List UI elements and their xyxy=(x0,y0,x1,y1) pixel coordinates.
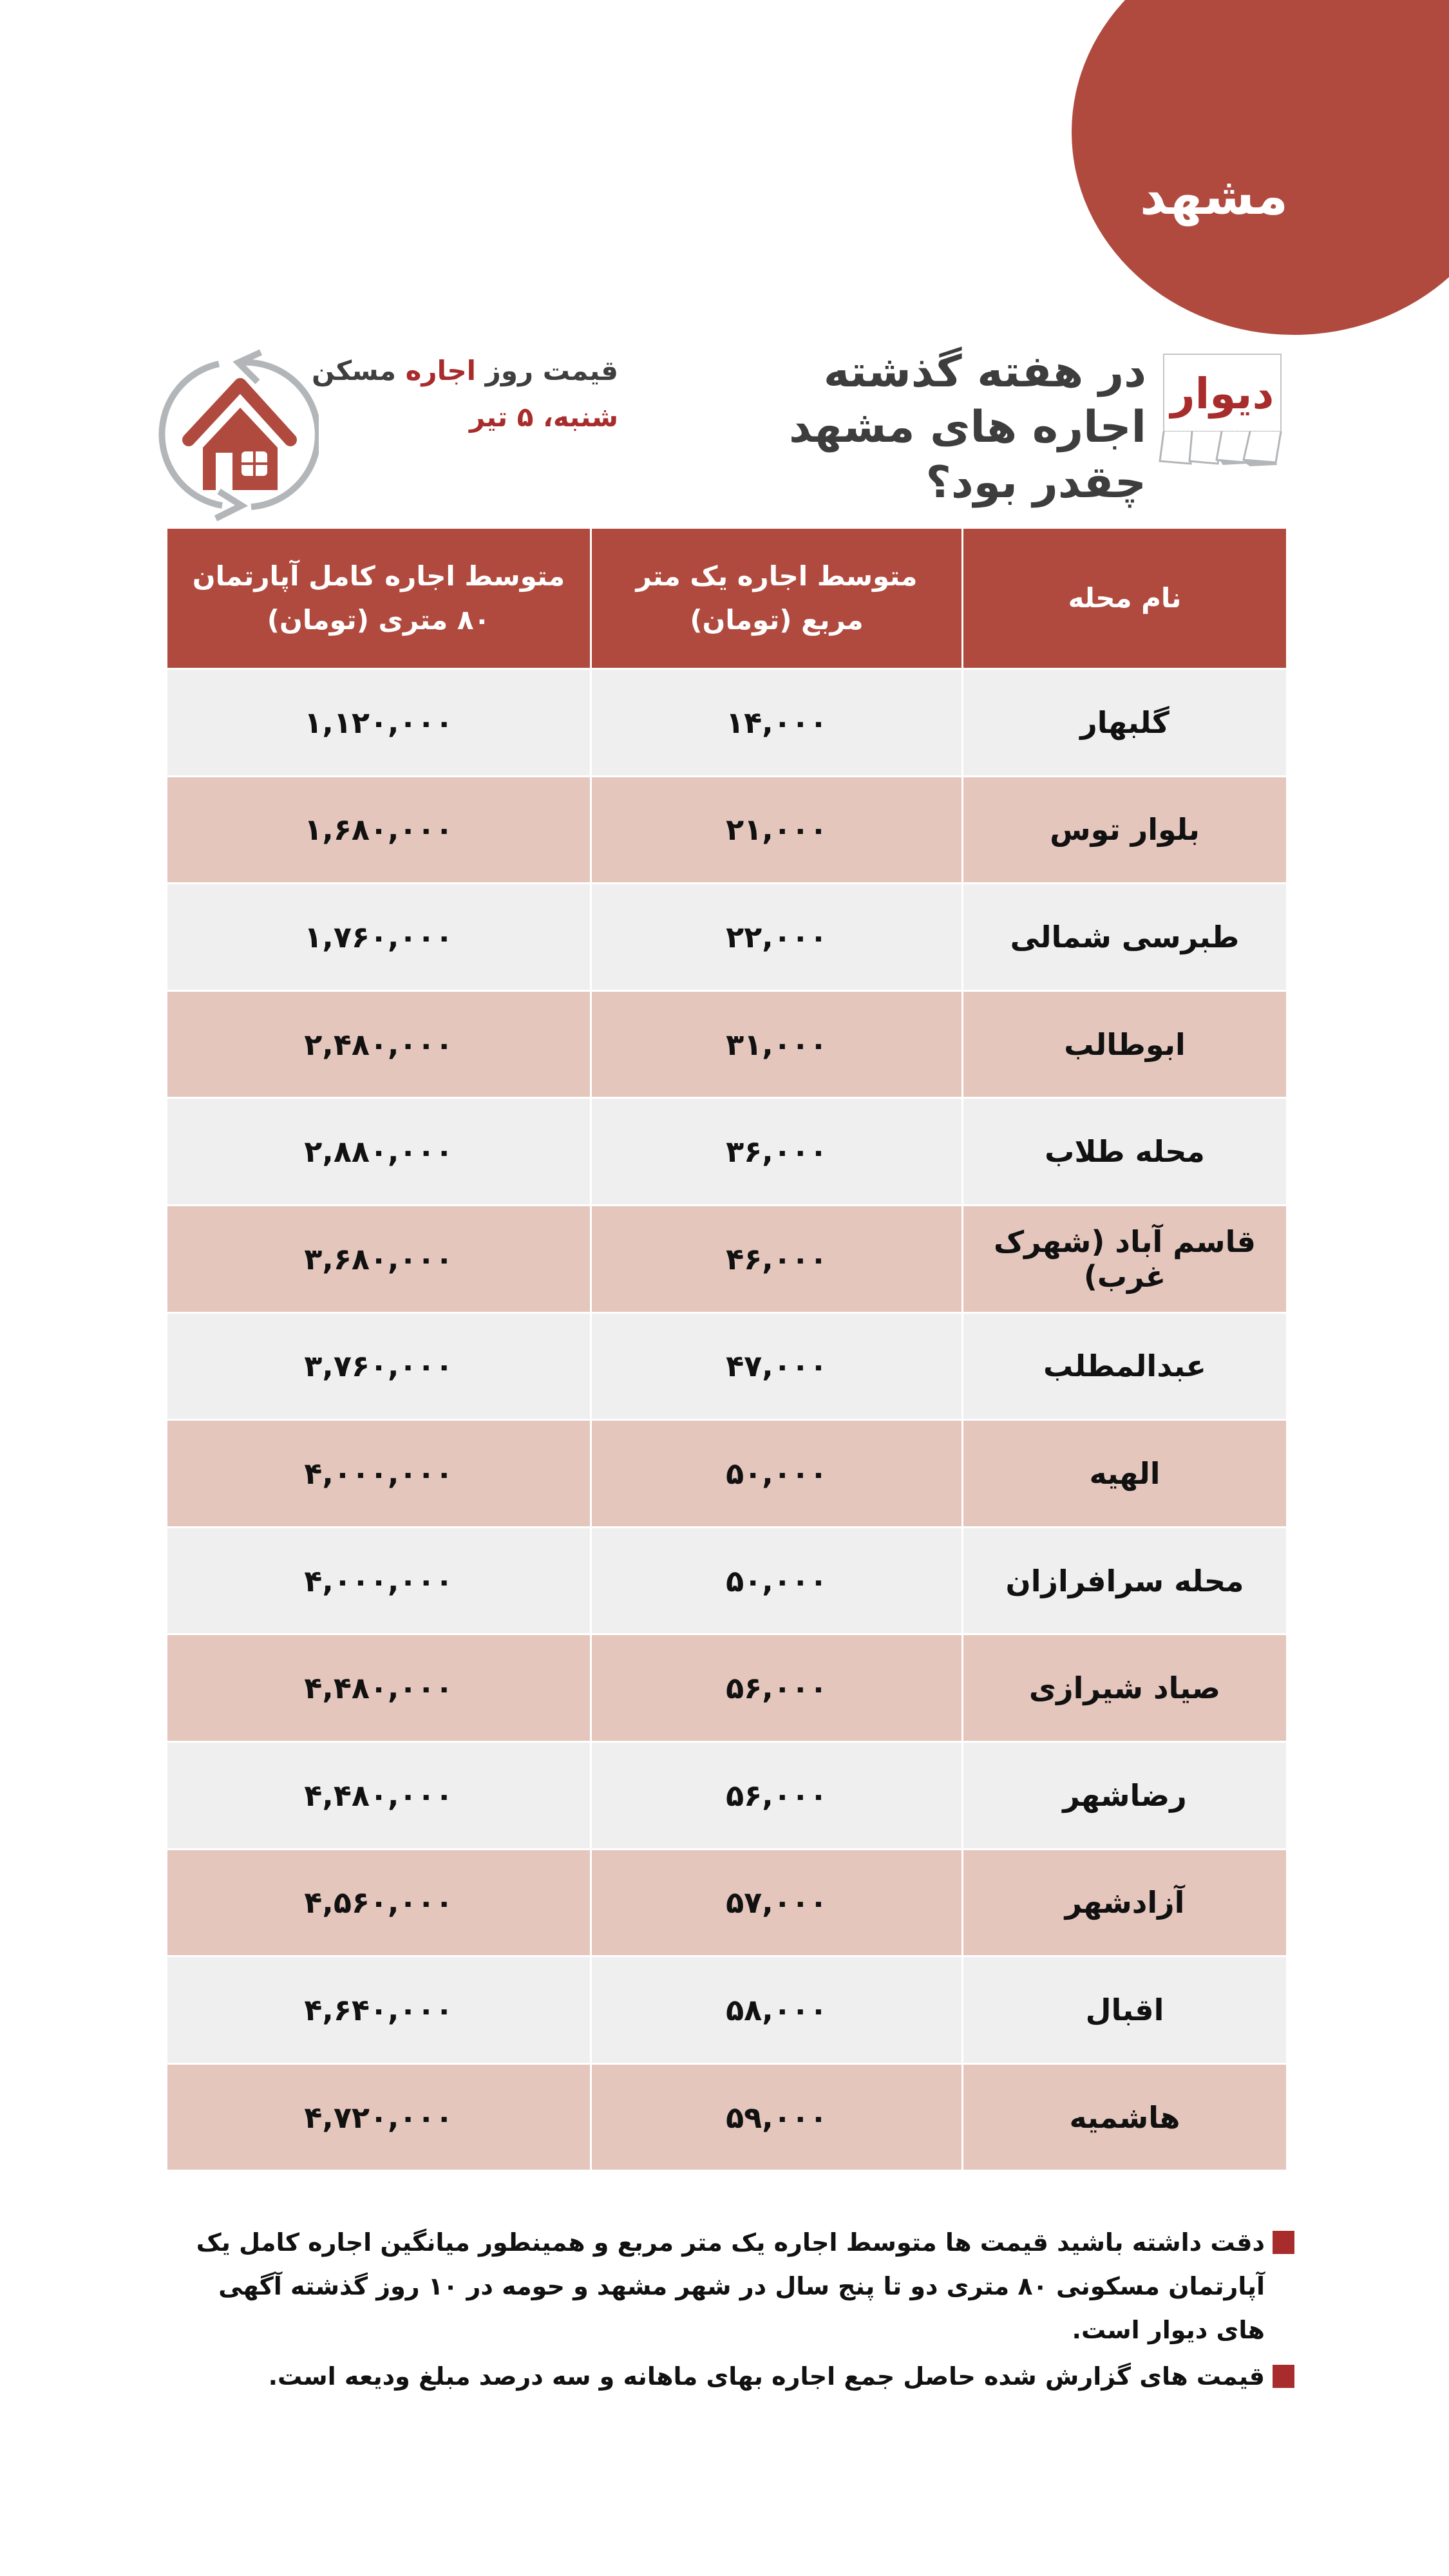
per-sqm-cell: ۵۶,۰۰۰ xyxy=(590,1743,961,1848)
table-row xyxy=(167,777,1286,885)
table-row xyxy=(167,884,1286,992)
full-rent-cell: ۱,۱۲۰,۰۰۰ xyxy=(304,705,453,740)
full-rent-cell: ۱,۷۶۰,۰۰۰ xyxy=(304,919,453,954)
neighborhood-cell: هاشمیه xyxy=(961,2065,1286,2170)
footnotes xyxy=(174,2221,1294,2401)
table-row xyxy=(167,1957,1286,2065)
table-row xyxy=(167,1743,1286,1850)
full-rent-cell: ۳,۶۸۰,۰۰۰ xyxy=(304,1241,453,1276)
divar-logo xyxy=(1156,346,1291,469)
neighborhood-cell: قاسم آباد (شهرک غرب) xyxy=(961,1206,1286,1312)
table-row xyxy=(167,1314,1286,1421)
neighborhood-cell: صیاد شیرازی xyxy=(961,1635,1286,1741)
column-header-neighborhood: نام محله xyxy=(961,529,1286,668)
rent-table xyxy=(167,529,1286,2172)
neighborhood-cell: الهیه xyxy=(961,1421,1286,1526)
headline xyxy=(760,345,1146,511)
table-row xyxy=(167,2065,1286,2172)
full-rent-cell: ۴,۷۲۰,۰۰۰ xyxy=(304,2099,453,2135)
neighborhood-cell: ابوطالب xyxy=(961,992,1286,1097)
per-sqm-cell: ۳۶,۰۰۰ xyxy=(590,1099,961,1204)
neighborhood-cell: محله سرافرازان xyxy=(961,1528,1286,1634)
full-rent-cell: ۴,۶۴۰,۰۰۰ xyxy=(304,1992,453,2027)
neighborhood-cell: آزادشهر xyxy=(961,1850,1286,1956)
footnote-text: قیمت های گزارش شده حاصل جمع اجاره بهای ماهانه و سه درصد مبلغ ودیعه است. xyxy=(268,2362,1265,2391)
house-refresh-icon xyxy=(158,345,319,525)
footnote-text: دقت داشته باشید قیمت ها متوسط اجاره یک متر مربع و همینطور میانگین اجاره کامل یک آپارتمان مسکونی ۸۰ متری دو تا پنج سال در شهر مشهد و حومه در ۱۰ روز گذشته آگهی های دیوار است. xyxy=(196,2228,1265,2344)
footnote-2 xyxy=(174,2354,1294,2398)
neighborhood-cell: اقبال xyxy=(961,1957,1286,2063)
table-row xyxy=(167,1099,1286,1206)
full-rent-cell: ۳,۷۶۰,۰۰۰ xyxy=(304,1349,453,1384)
table-row xyxy=(167,670,1286,777)
per-sqm-cell: ۵۰,۰۰۰ xyxy=(590,1421,961,1526)
neighborhood-cell: رضاشهر xyxy=(961,1743,1286,1848)
per-sqm-cell: ۲۱,۰۰۰ xyxy=(590,777,961,883)
per-sqm-cell: ۴۶,۰۰۰ xyxy=(590,1206,961,1312)
per-sqm-cell: ۵۹,۰۰۰ xyxy=(590,2065,961,2170)
per-sqm-cell: ۵۷,۰۰۰ xyxy=(590,1850,961,1956)
per-sqm-cell: ۳۱,۰۰۰ xyxy=(590,992,961,1097)
neighborhood-cell: طبرسی شمالی xyxy=(961,884,1286,990)
table-row xyxy=(167,992,1286,1099)
full-rent-cell: ۴,۰۰۰,۰۰۰ xyxy=(304,1563,453,1598)
table-row xyxy=(167,1421,1286,1528)
daily-price-prefix: قیمت روز xyxy=(485,355,618,386)
neighborhood-cell: گلبهار xyxy=(961,670,1286,775)
daily-price-title xyxy=(270,348,618,394)
per-sqm-cell: ۱۴,۰۰۰ xyxy=(590,670,961,775)
headline-line-3: چقدر بود؟ xyxy=(925,457,1146,508)
table-row xyxy=(167,1206,1286,1314)
svg-text:دیوار: دیوار xyxy=(1170,369,1274,419)
daily-price-label xyxy=(270,348,618,440)
neighborhood-cell: محله طلاب xyxy=(961,1099,1286,1204)
table-row xyxy=(167,1635,1286,1743)
per-sqm-cell: ۴۷,۰۰۰ xyxy=(590,1314,961,1419)
per-sqm-cell: ۵۶,۰۰۰ xyxy=(590,1635,961,1741)
square-bullet-icon xyxy=(1273,2231,1294,2254)
full-rent-cell: ۲,۴۸۰,۰۰۰ xyxy=(304,1027,453,1062)
column-header-per-sqm: متوسط اجاره یک متر مربع (تومان) xyxy=(590,529,961,668)
column-header-full-80m: متوسط اجاره کامل آپارتمان ۸۰ متری (تومان) xyxy=(192,560,565,636)
full-rent-cell: ۲,۸۸۰,۰۰۰ xyxy=(304,1134,453,1170)
square-bullet-icon xyxy=(1273,2365,1294,2388)
full-rent-cell: ۴,۴۸۰,۰۰۰ xyxy=(304,1671,453,1706)
city-title: مشهد xyxy=(1140,166,1288,226)
table-body xyxy=(167,670,1286,2172)
neighborhood-cell: عبدالمطلب xyxy=(961,1314,1286,1419)
per-sqm-cell: ۵۰,۰۰۰ xyxy=(590,1528,961,1634)
table-row xyxy=(167,1528,1286,1636)
daily-price-highlight: اجاره xyxy=(405,355,477,386)
full-rent-cell: ۴,۴۸۰,۰۰۰ xyxy=(304,1777,453,1813)
full-rent-cell: ۴,۵۶۰,۰۰۰ xyxy=(304,1885,453,1920)
daily-price-date: شنبه، ۵ تیر xyxy=(469,401,618,433)
divar-logo-icon xyxy=(1156,346,1291,469)
full-rent-cell: ۴,۰۰۰,۰۰۰ xyxy=(304,1455,453,1491)
table-row xyxy=(167,1850,1286,1958)
per-sqm-cell: ۵۸,۰۰۰ xyxy=(590,1957,961,2063)
neighborhood-cell: بلوار توس xyxy=(961,777,1286,883)
full-rent-cell: ۱,۶۸۰,۰۰۰ xyxy=(304,812,453,848)
per-sqm-cell: ۲۲,۰۰۰ xyxy=(590,884,961,990)
headline-line-1: در هفته گذشته xyxy=(823,346,1146,397)
table-header-row xyxy=(167,529,1286,670)
footnote-1 xyxy=(174,2221,1294,2352)
daily-price-suffix: مسکن xyxy=(312,355,396,386)
headline-line-2: اجاره های مشهد xyxy=(789,402,1146,453)
